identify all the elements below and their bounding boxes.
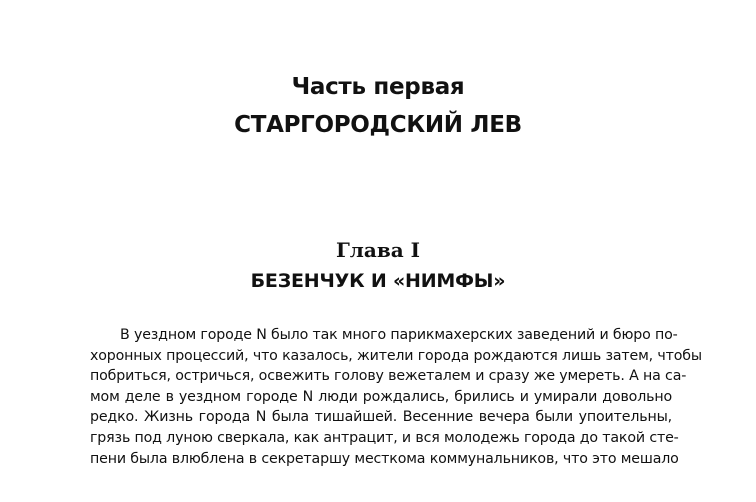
text-line: хоронных процессий, что казалось, жители города рождаются лишь затем, чтобы: [90, 347, 702, 364]
part-title: Часть первая: [291, 74, 465, 100]
chapter-title: Глава I: [335, 238, 421, 262]
text-line: редко. Жизнь города N была тишайшей. Весенние вечера были упоительны,: [90, 409, 672, 426]
text-line: мом деле в уездном городе N люди рождались, брились и умирали довольно: [90, 388, 672, 405]
chapter-subtitle: БЕЗЕНЧУК И «НИМФЫ»: [250, 270, 506, 292]
text-line: побриться, остричься, освежить голову вежеталем и сразу же умереть. А на са-: [90, 368, 687, 385]
text-line: В уездном городе N было так много парикмахерских заведений и бюро по-: [120, 327, 678, 343]
text-line: грязь под луною сверкала, как антрацит, и вся молодежь города до такой сте-: [90, 429, 679, 446]
part-subtitle: СТАРГОРОДСКИЙ ЛЕВ: [234, 112, 522, 138]
body-paragraph: [90, 325, 702, 469]
text-line: пени была влюблена в секретаршу месткома коммунальников, что это мешало: [90, 450, 679, 467]
